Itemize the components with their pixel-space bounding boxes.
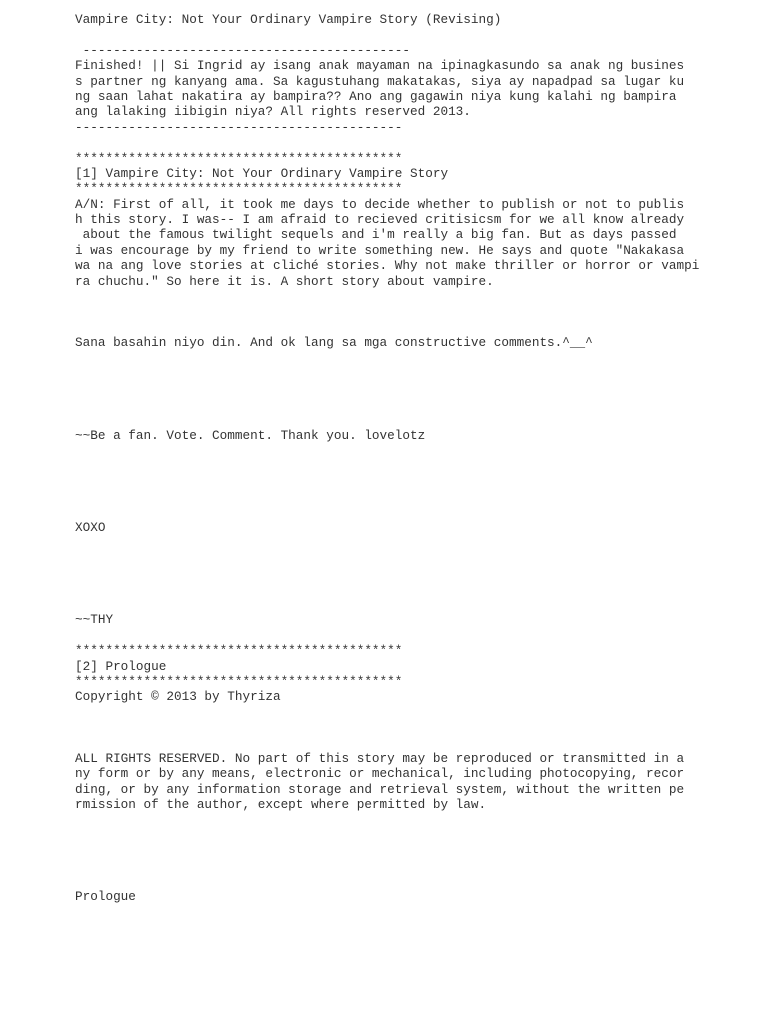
summary-line: ng saan lahat nakatira ay bampira?? Ano ang gagawin niya kung kalahi ng bampira: [75, 88, 677, 104]
chapter-heading: [2] Prologue: [75, 658, 167, 674]
summary-line: Finished! || Si Ingrid ay isang anak mayaman na ipinagkasundo sa anak ng busines: [75, 58, 685, 74]
spacer: [75, 812, 715, 889]
chapter-divider-stars: *******************************************: [75, 643, 403, 659]
rights-line: ALL RIGHTS RESERVED. No part of this story may be reproduced or transmitted in a: [75, 750, 685, 766]
prologue-title: Prologue: [75, 889, 136, 905]
spacer: [75, 351, 715, 428]
spacer: [75, 289, 715, 335]
rights-line: ding, or by any information storage and retrieval system, without the written pe: [75, 781, 685, 797]
summary-line: s partner ng kanyang ama. Sa kagustuhang makatakas, siya ay napadpad sa lugar ku: [75, 73, 685, 89]
chapter-divider-stars: *******************************************: [75, 673, 403, 689]
fan-vote-line: ~~Be a fan. Vote. Comment. Thank you. lovelotz: [75, 427, 426, 443]
chapter-divider-stars: *******************************************: [75, 150, 403, 166]
author-note-line: h this story. I was-- I am afraid to recieved critisicsm for we all know already: [75, 212, 685, 228]
rights-line: rmission of the author, except where permitted by law.: [75, 797, 487, 813]
spacer: [75, 443, 715, 520]
copyright-line: Copyright © 2013 by Thyriza: [75, 689, 281, 705]
document-title: Vampire City: Not Your Ordinary Vampire Story (Revising): [75, 12, 502, 27]
rights-line: ny form or by any means, electronic or mechanical, including photocopying, recor: [75, 766, 685, 782]
summary-rule-top: -------------------------------------------: [75, 42, 411, 58]
author-note-line: ra chuchu." So here it is. A short story about vampire.: [75, 273, 494, 289]
spacer: [75, 535, 715, 612]
author-note-line: wa na ang love stories at cliché stories. Why not make thriller or horror or vampi: [75, 258, 700, 274]
summary-line: ang lalaking iibigin niya? All rights reserved 2013.: [75, 104, 471, 120]
chapter-divider-stars: *******************************************: [75, 181, 403, 197]
spacer: [75, 628, 715, 643]
reader-request: Sana basahin niyo din. And ok lang sa mga constructive comments.^__^: [75, 335, 593, 351]
author-note-line: about the famous twilight sequels and i'm really a big fan. But as days passed: [75, 227, 677, 243]
author-signature: ~~THY: [75, 612, 114, 628]
author-note-line: A/N: First of all, it took me days to decide whether to publish or not to publis: [75, 196, 685, 212]
document-page: [75, 12, 715, 905]
chapter-heading: [1] Vampire City: Not Your Ordinary Vampire Story: [75, 165, 449, 181]
author-note-line: i was encourage by my friend to write something new. He says and quote "Nakakasa: [75, 242, 685, 258]
summary-rule-bottom: -------------------------------------------: [75, 119, 403, 135]
spacer: [75, 27, 715, 42]
spacer: [75, 705, 715, 751]
spacer: [75, 135, 715, 150]
xoxo-line: XOXO: [75, 520, 106, 535]
